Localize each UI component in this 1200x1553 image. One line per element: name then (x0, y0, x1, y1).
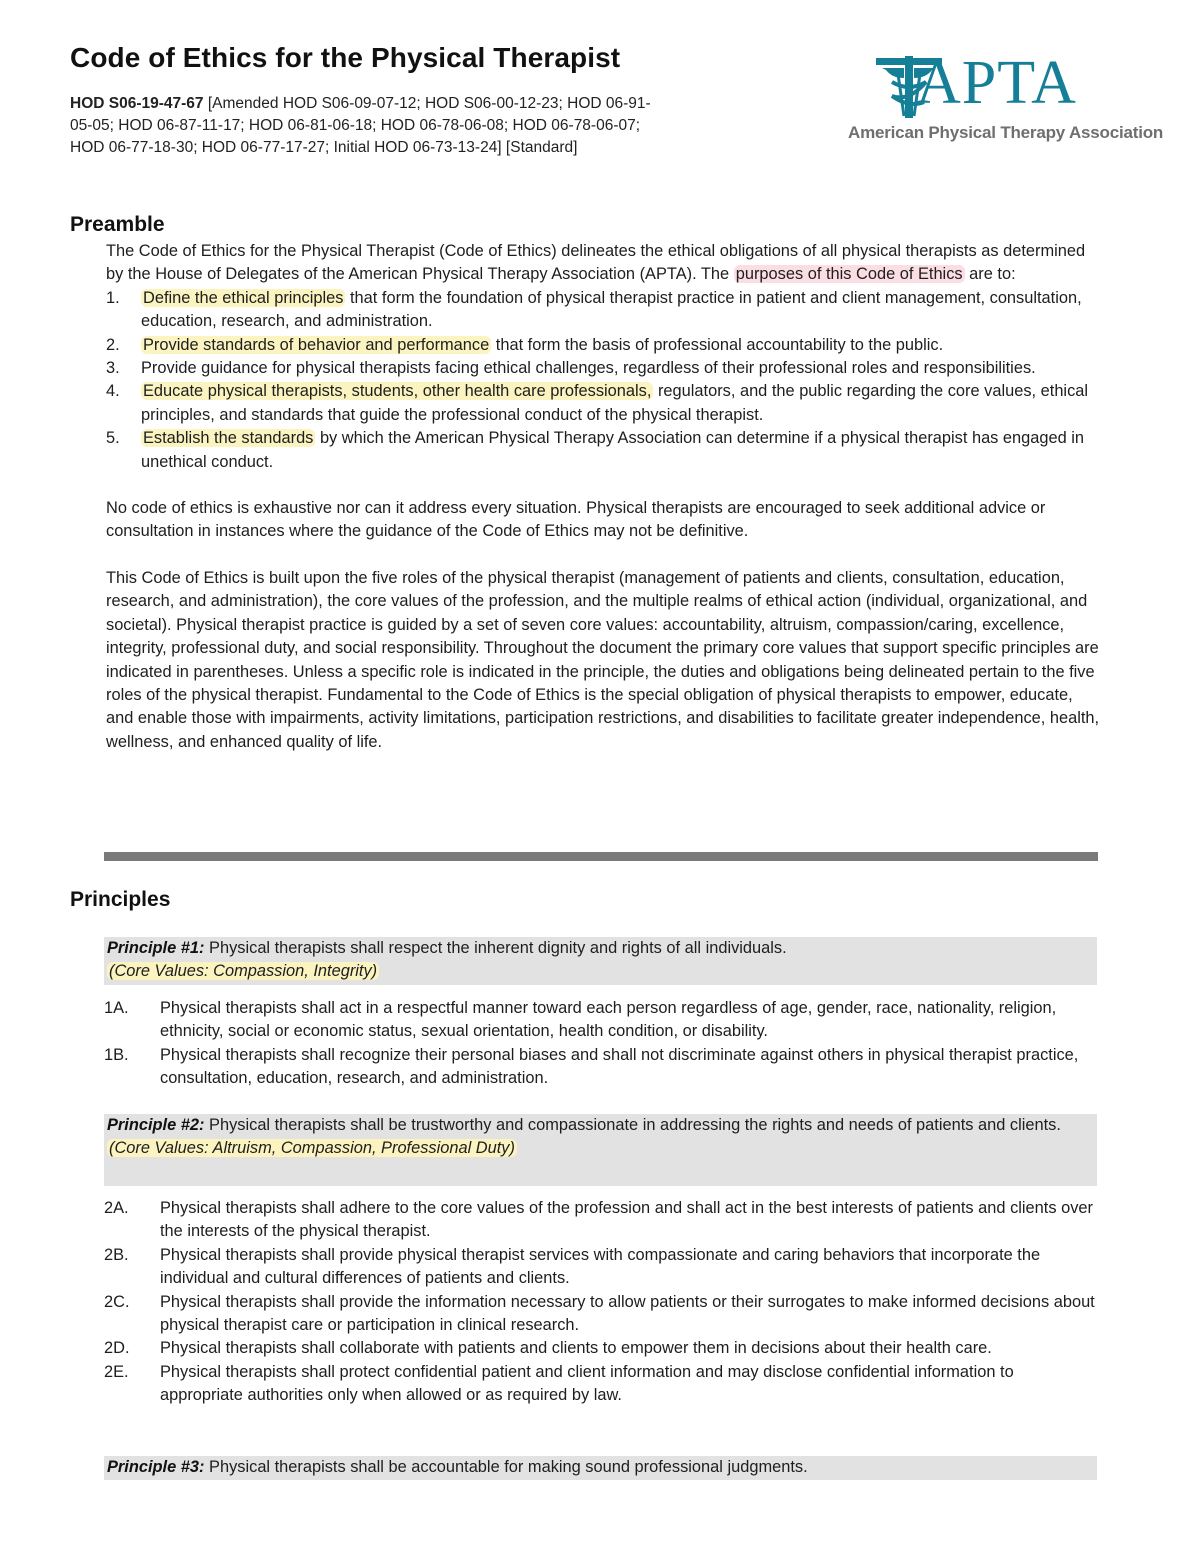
principle-1-core-values: (Core Values: Compassion, Integrity) (109, 962, 378, 981)
hod-details: [Amended HOD S06-09-07-12; HOD S06-00-12-23; HOD 06-91-05-05; HOD 06-87-11-17; HOD 06-81-06-18; HOD 06-78-06-08; HOD 06-78-06-07; HOD 06-77-18-30; HOD 06-77-17-27; Initial HOD 06-73-13-24] [Standard] (70, 95, 651, 156)
apta-logo (846, 49, 1164, 148)
list-item: 2D. Physical therapists shall collaborate with patients and clients to empower them in decisions about their health care. (104, 1339, 992, 1358)
list-item: 2A. Physical therapists shall adhere to the core values of the profession and shall act in the best interests of patients and clients over the interests of the physical therapist. (104, 1199, 1093, 1241)
preamble-paragraph-2: No code of ethics is exhaustive nor can it address every situation. Physical therapists are encouraged to seek additional advice or consultation in instances where the guidance of the Code of Ethics may not be definitive. (106, 499, 1046, 541)
logo-subtitle: American Physical Therapy Association (848, 123, 1164, 142)
list-item: 1B. Physical therapists shall recognize their personal biases and shall not discriminate against others in physical therapist practice, consultation, education, research, and administration. (104, 1045, 1079, 1088)
list-item: 5. Establish the standards by which the American Physical Therapy Association can determine if a physical therapist has engaged in unethical conduct. (106, 429, 1085, 471)
preamble-heading: Preamble (70, 213, 165, 236)
principle-3-text: Physical therapists shall be accountable for making sound professional judgments. (204, 1458, 808, 1476)
preamble-intro: The Code of Ethics for the Physical Therapist (Code of Ethics) delineates the ethical obligations of all physical therapists as determined by the House of Delegates of the American Physical Therapy Association (APTA). The purposes of this Code of Ethics are to: (106, 242, 1086, 284)
principle-1-text: Physical therapists shall respect the inherent dignity and rights of all individuals. (204, 939, 787, 957)
logo-wordmark: APTA (916, 49, 1077, 117)
principle-2-text: Physical therapists shall be trustworthy and compassionate in addressing the rights and needs of patients and clients. (204, 1116, 1061, 1134)
principle-2-label: Principle #2: (107, 1116, 205, 1134)
section-divider (104, 852, 1098, 861)
preamble-paragraph-3: This Code of Ethics is built upon the five roles of the physical therapist (management of patients and clients, consultation, education, research, and administration), the core values of the profession, and the multiple realms of ethical action (individual, organizational, and societal). Physical therapist practice is guided by a set of seven core values: accountability, altruism, compassion/caring, excellence, integrity, professional duty, and social responsibility. Throughout the document the primary core values that support specific principles are indicated in parentheses. Unless a specific role is indicated in the principle, the duties and obligations being delineated pertain to the five roles of the physical therapist. Fundamental to the Code of Ethics is the special obligation of physical therapists to empower, educate, and enable those with impairments, activity limitations, participation restrictions, and disabilities to facilitate greater independence, health, wellness, and enhanced quality of life. (106, 568, 1100, 751)
list-item: 1. Define the ethical principles that form the foundation of physical therapist practice in patient and client management, consultation, education, research, and administration. (106, 288, 1082, 331)
purposes-list (106, 287, 1101, 474)
hod-reference (70, 93, 670, 159)
list-item: 3. Provide guidance for physical therapists facing ethical challenges, regardless of their professional roles and responsibilities. (106, 359, 1036, 378)
principle-1-list (104, 997, 1099, 1091)
principle-2-core-values: (Core Values: Altruism, Compassion, Professional Duty) (109, 1139, 515, 1158)
principle-3-label: Principle #3: (107, 1458, 205, 1476)
list-item: 2E. Physical therapists shall protect confidential patient and client information and may disclose confidential information to appropriate authorities only when allowed or as required by law. (104, 1362, 1014, 1405)
preamble-section (106, 240, 1101, 754)
document-title: Code of Ethics for the Physical Therapist (70, 42, 621, 73)
principle-1-box (104, 937, 1097, 985)
highlight-pink: purposes of this Code of Ethics (735, 265, 963, 284)
hod-code: HOD S06-19-47-67 (70, 95, 204, 112)
principle-1-label: Principle #1: (107, 939, 205, 957)
list-item: 2. Provide standards of behavior and performance that form the basis of professional accountability to the public. (106, 335, 944, 354)
list-item: 4. Educate physical therapists, students, other health care professionals, regulators, and the public regarding the core values, ethical principles, and standards that guide the professional conduct of the physical therapist. (106, 382, 1089, 424)
principles-heading: Principles (70, 888, 171, 911)
principle-2-box (104, 1114, 1097, 1186)
list-item: 2B. Physical therapists shall provide physical therapist services with compassionate and caring behaviors that incorporate the individual and cultural differences of patients and clients. (104, 1245, 1041, 1288)
list-item: 1A. Physical therapists shall act in a respectful manner toward each person regardless of age, gender, race, nationality, religion, ethnicity, social or economic status, sexual orientation, health condition, or disability. (104, 999, 1057, 1041)
principle-3-box (104, 1456, 1097, 1480)
principle-2-list (104, 1197, 1099, 1408)
list-item: 2C. Physical therapists shall provide the information necessary to allow patients or their surrogates to make informed decisions about physical therapist care or participation in clinical research. (104, 1292, 1095, 1335)
